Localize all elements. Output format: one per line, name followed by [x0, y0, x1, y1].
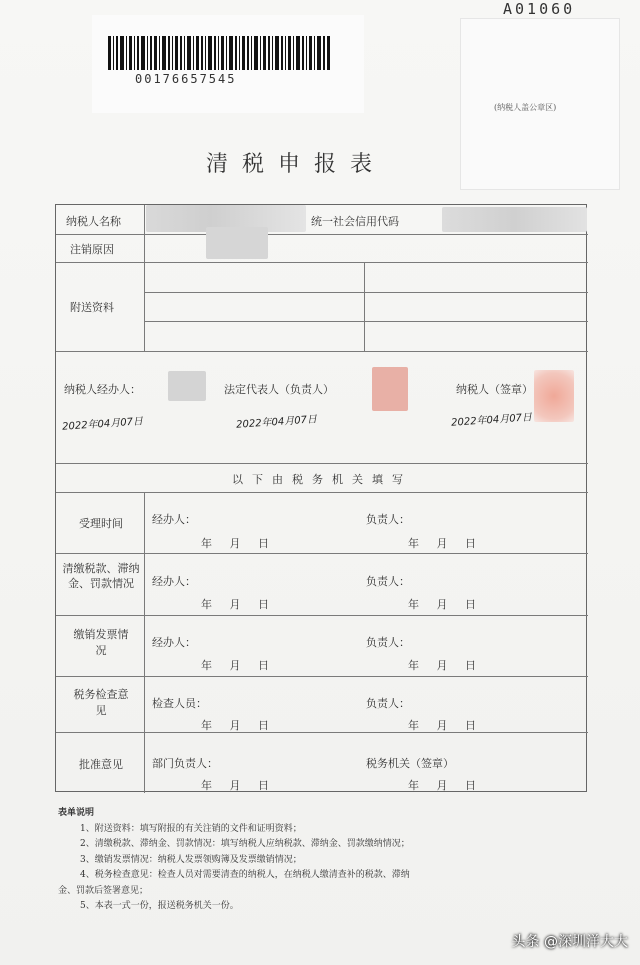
instruction-item: 1、附送资料：填写附报的有关注销的文件和证明资料；	[80, 823, 302, 834]
taxpayer-sign-label: 纳税人（签章）	[456, 383, 533, 396]
date-placeholder: 年 月 日	[201, 659, 269, 672]
date-placeholder: 年 月 日	[201, 598, 269, 611]
row-divider	[56, 234, 588, 235]
row-divider	[144, 292, 588, 293]
tax-authority-heading: 以下由税务机关填写	[232, 473, 412, 486]
row-label-tax-payment: 清缴税款、滞纳金、罚款情况	[62, 562, 140, 590]
instruction-item: 4、税务检查意见：检查人员对需要清查的纳税人，在纳税人缴清查补的税款、滞纳	[80, 870, 410, 880]
row-divider	[56, 553, 588, 554]
responsible-label: 负责人：	[366, 636, 410, 649]
row-divider	[56, 676, 588, 677]
taxpayer-name-label: 纳税人名称	[66, 215, 121, 228]
redacted-agent-signature	[168, 371, 206, 401]
legal-representative-label: 法定代表人（负责人）	[224, 383, 334, 396]
barcode-number: 00176657545	[135, 72, 237, 86]
agent-label: 纳税人经办人：	[64, 383, 141, 396]
row-divider	[56, 615, 588, 616]
date-placeholder: 年 月 日	[201, 537, 269, 550]
handler-label: 经办人：	[152, 575, 196, 588]
taxpayer-seal-stamp	[534, 370, 574, 422]
instruction-item: 2、清缴税款、滞纳金、罚款情况：填写纳税人应纳税款、滞纳金、罚款缴纳情况；	[80, 839, 410, 849]
row-label-tax-inspection: 税务检查意见	[73, 688, 129, 717]
inspector-label: 检查人员：	[152, 697, 207, 710]
col-divider	[364, 262, 365, 351]
date-placeholder: 年 月 日	[201, 779, 269, 792]
row-divider	[56, 262, 588, 263]
responsible-label: 负责人：	[366, 513, 410, 526]
row-label-approval: 批准意见	[79, 758, 123, 771]
handler-label: 经办人：	[152, 636, 196, 649]
attachments-label: 附送资料	[70, 301, 114, 314]
instruction-item: 5、本表一式一份，报送税务机关一份。	[80, 901, 239, 911]
legal-rep-sign-date: 2022年04月07日	[235, 414, 318, 431]
taxpayer-sign-date: 2022年04月07日	[450, 412, 533, 429]
tax-authority-seal-label: 税务机关（签章）	[366, 757, 454, 770]
row-label-acceptance-time: 受理时间	[79, 517, 123, 530]
date-placeholder: 年 月 日	[408, 779, 476, 792]
agent-sign-date: 2022年04月07日	[61, 416, 144, 433]
instructions-title: 表单说明	[58, 808, 95, 818]
page-title: 清税申报表	[206, 152, 387, 177]
seal-area-label: (纳税人盖公章区)	[494, 103, 557, 112]
redacted-credit-code	[442, 207, 587, 232]
tax-clearance-form	[55, 204, 587, 792]
date-placeholder: 年 月 日	[408, 659, 476, 672]
date-placeholder: 年 月 日	[201, 719, 269, 732]
department-head-label: 部门负责人：	[152, 757, 218, 770]
credit-code-label: 统一社会信用代码	[311, 215, 399, 228]
redacted-legal-rep-signature	[372, 367, 408, 411]
redacted-taxpayer-name	[206, 227, 268, 259]
date-placeholder: 年 月 日	[408, 598, 476, 611]
barcode-graphic	[108, 36, 330, 70]
row-divider	[56, 351, 588, 352]
row-divider	[56, 732, 588, 733]
watermark: 头条 @深圳洋大大	[511, 934, 628, 950]
date-placeholder: 年 月 日	[408, 719, 476, 732]
row-divider	[56, 463, 588, 464]
responsible-label: 负责人：	[366, 575, 410, 588]
cancellation-reason-label: 注销原因	[70, 243, 114, 256]
instruction-item: 3、缴销发票情况：纳税人发票领购簿及发票缴销情况；	[80, 854, 302, 865]
date-placeholder: 年 月 日	[408, 537, 476, 550]
row-divider	[144, 321, 588, 322]
col-divider	[144, 205, 145, 351]
instruction-item: 金、罚款后签署意见；	[58, 885, 149, 896]
row-divider	[56, 492, 588, 493]
form-instructions	[58, 806, 410, 915]
row-label-invoice-cancellation: 缴销发票情况	[73, 628, 129, 657]
col-divider	[144, 492, 145, 793]
document-code: A01060	[503, 0, 576, 18]
responsible-label: 负责人：	[366, 697, 410, 710]
handler-label: 经办人：	[152, 513, 196, 526]
